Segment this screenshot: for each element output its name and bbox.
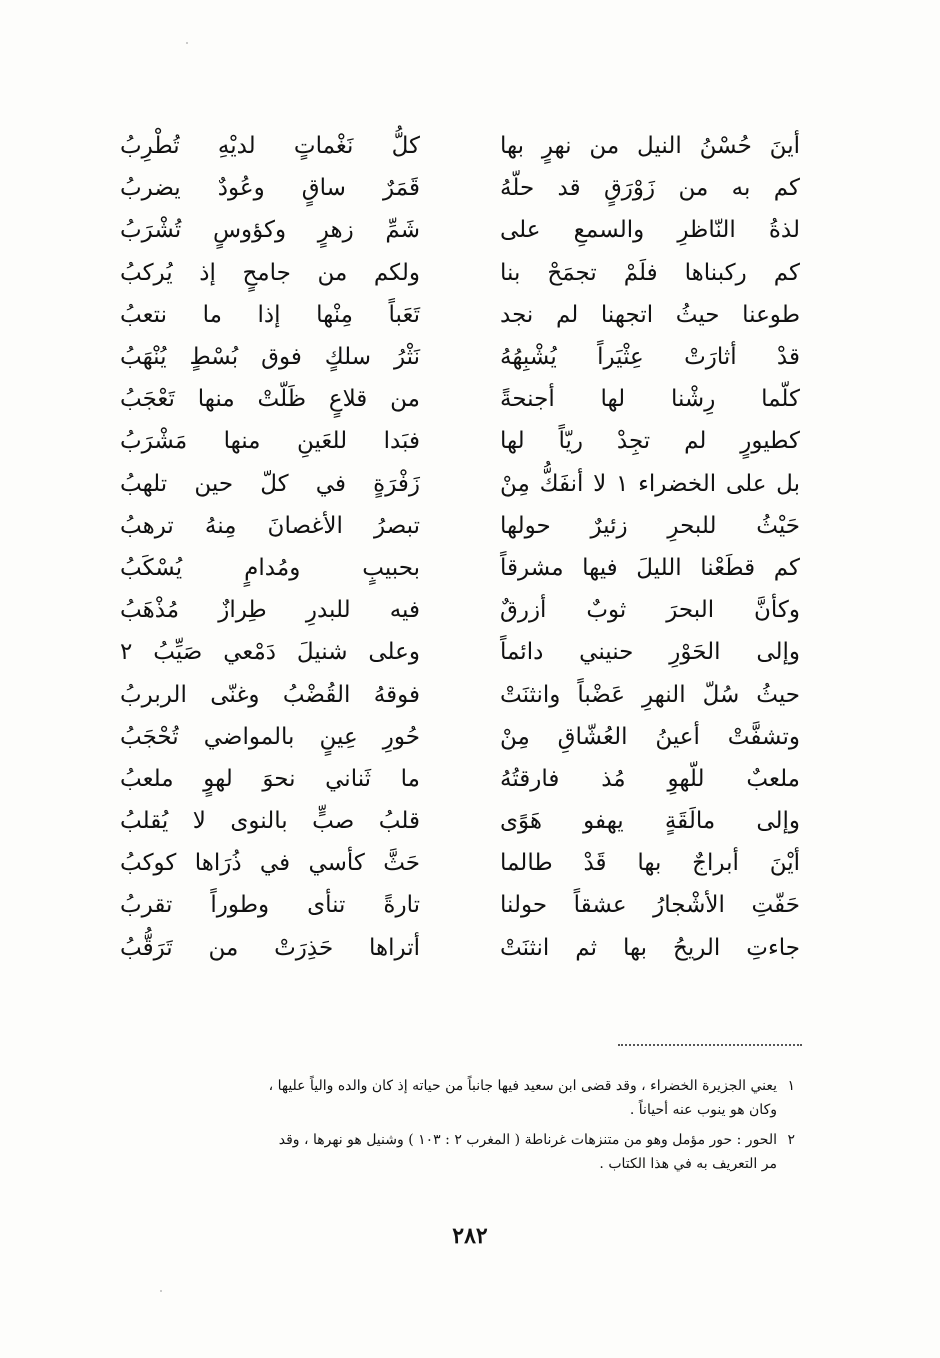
- verse-line: [120, 294, 800, 336]
- second-hemistich: نَثْرُ سلكٍ فوق بُسْطٍ يُنْهَبُ: [120, 344, 420, 371]
- footnote-text-line: الحور : حور مؤمل وهو من متنزهات غرناطة ( المغرب ٢ : ١٠٣ ) وشنيل هو نهرها ، وقد: [278, 1132, 777, 1148]
- verse-line: [120, 252, 800, 294]
- first-hemistich: جاءتِ الريحُ بها ثم انثنَتْ: [500, 934, 800, 961]
- first-hemistich: ملعبٌ للّهوِ مُذ فارقتُهُ: [500, 765, 800, 792]
- first-hemistich: حَفّتِ الأشْجارُ عشقاً حولنا: [500, 892, 800, 919]
- second-hemistich: تبصرُ الأغصانَ مِنهُ ترهبُ: [120, 512, 420, 539]
- first-hemistich: وإلى مالَقَةٍ يهفو هَوًى: [500, 808, 800, 835]
- second-hemistich: فوقهُ القُضْبُ وغنّى الربربُ: [120, 681, 420, 708]
- first-hemistich: أينَ حُسْنُ النيل من نهرٍ بها: [500, 133, 800, 160]
- second-hemistich: شَمِّ زهرٍ وكؤوسٍ تُشْرَبُ: [120, 217, 420, 244]
- second-hemistich: فبَدا للعَينِ منها مَشْرَبُ: [120, 428, 420, 455]
- first-hemistich: حَيْثُ للبحرِ زئيرٌ حولها: [500, 512, 800, 539]
- second-hemistich: تَعَباً مِنْها إذا ما نتعبُ: [120, 301, 420, 328]
- footnote-separator: [618, 1044, 802, 1046]
- first-hemistich: أيْنَ أبراجٌ بها قَدْ طالما: [500, 850, 800, 877]
- poem: [120, 125, 800, 969]
- second-hemistich: قلبُ صبٍّ بالنوى لا يُقلبُ: [120, 808, 420, 835]
- verse-line: [120, 547, 800, 589]
- footnote-text-line: وكان هو ينوب عنه أحياناً .: [629, 1102, 777, 1118]
- second-hemistich: زَفْرَةٍ في كلّ حين تلهبُ: [120, 470, 420, 497]
- first-hemistich: كطيورٍ لم تجِدْ ريّاً لها: [500, 428, 800, 455]
- footnotes: [105, 1074, 795, 1182]
- scan-speck: [160, 1290, 162, 1292]
- verse-line: [120, 884, 800, 926]
- verse-line: [120, 673, 800, 715]
- verse-line: [120, 631, 800, 673]
- first-hemistich: كم به من زَوْرَقٍ قد حلّهُ: [500, 175, 800, 202]
- first-hemistich: وإلى الحَوْرِ حنيني دائماً: [500, 639, 800, 666]
- first-hemistich: كم قطَعْنا الليلَ فيها مشرقاً: [500, 554, 800, 581]
- first-hemistich: وكأنَّ البحرَ ثوبٌ أزرقٌ: [500, 597, 800, 624]
- first-hemistich: حيثُ سُلّ النهرِ عَضْباً وانثنَتْ: [500, 681, 800, 708]
- verse-line: [120, 589, 800, 631]
- first-hemistich: قدْ أثارَتْ عِثْيَراً يُشْبِهُهُ: [500, 344, 800, 371]
- verse-line: [120, 336, 800, 378]
- second-hemistich: كلُّ نَغْماتٍ لديْهِ تُطْرِبُ: [120, 133, 420, 160]
- footnote-1: [105, 1074, 795, 1122]
- verse-line: [120, 927, 800, 969]
- page-number: ٢٨٢: [452, 1223, 488, 1249]
- first-hemistich: وتشفَّتْ أعينُ العُشّاقِ مِنْ: [500, 723, 800, 750]
- second-hemistich: بحبيبٍ ومُدامٍ يُسْكَبُ: [120, 554, 420, 581]
- footnote-number: ٢: [787, 1132, 795, 1148]
- first-hemistich: كلّما رِشْنا لها أجنحةً: [500, 386, 800, 413]
- second-hemistich: أتراها حَذِرَتْ من تَرَقُّبُ: [120, 934, 420, 961]
- first-hemistich: لذةُ النّاظرِ والسمعِ على: [500, 217, 800, 244]
- verse-line: [120, 716, 800, 758]
- second-hemistich: ما ثَناني نحوَ لهوٍ ملعبُ: [120, 765, 420, 792]
- footnote-number: ١: [787, 1078, 795, 1094]
- second-hemistich: تارةً تنأى وطوراً تقربُ: [120, 892, 420, 919]
- verse-line: [120, 800, 800, 842]
- second-hemistich: من قلاعٍ ظَلّتْ منها تَعْجَبُ: [120, 386, 420, 413]
- second-hemistich: وعلى شنيلَ دَمْعي صَيِّبُ ٢: [120, 639, 420, 666]
- scan-speck: [186, 42, 188, 44]
- verse-line: [120, 125, 800, 167]
- second-hemistich: حُورِ عِينٍ بالمواضي تُحْجَبُ: [120, 723, 420, 750]
- footnote-text-line: يعني الجزيرة الخضراء ، وقد قضى ابن سعيد فيها جانباً من حياته إذ كان والده والياً عليها ،: [268, 1078, 777, 1094]
- first-hemistich: كم ركبناها فلَمْ تجمَحْ بنا: [500, 259, 800, 286]
- verse-line: [120, 758, 800, 800]
- verse-line: [120, 167, 800, 209]
- first-hemistich: طوعنا حيثُ اتجهنا لم نجد: [500, 301, 800, 328]
- first-hemistich: بل على الخضراء ١ لا أنفَكُّ مِنْ: [500, 470, 800, 497]
- footnote-2: [105, 1128, 795, 1176]
- verse-line: [120, 378, 800, 420]
- verse-line: [120, 209, 800, 251]
- second-hemistich: قَمَرٌ ساقٍ وعُودٌ يضربُ: [120, 175, 420, 202]
- second-hemistich: ولكم من جامحٍ إذ يُركبُ: [120, 259, 420, 286]
- verse-line: [120, 420, 800, 462]
- verse-line: [120, 463, 800, 505]
- verse-line: [120, 842, 800, 884]
- second-hemistich: حَثَّ كأسي في ذُرَاها كوكبُ: [120, 850, 420, 877]
- verse-line: [120, 505, 800, 547]
- footnote-text-line: مر التعريف به في هذا الكتاب .: [599, 1156, 777, 1172]
- second-hemistich: فيه للبدرِ طِرازٌ مُذْهَبُ: [120, 597, 420, 624]
